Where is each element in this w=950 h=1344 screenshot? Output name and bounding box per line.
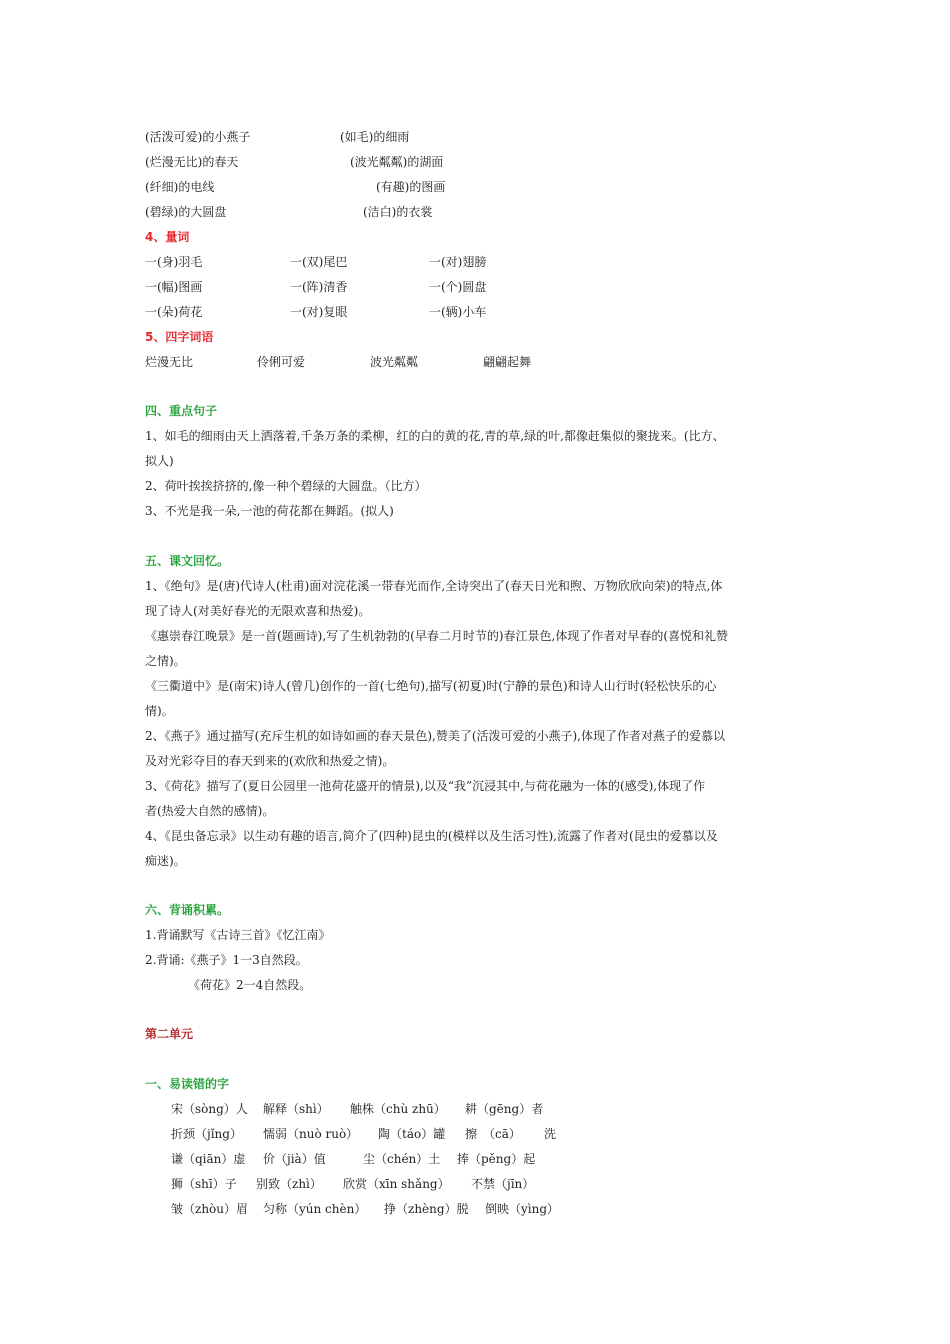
section-heading-measure-words: 4、量词 [145,230,190,244]
pinyin-item: 触株（chù zhū） [350,1102,446,1116]
measure-item: 一(幅)图画 [145,280,203,294]
pinyin-item: 价（jià）值 [263,1152,326,1166]
recall-line: 者(热爱大自然的感情)。 [145,804,275,818]
pinyin-item: 别致（zhì） [256,1177,322,1191]
pair-left: (纤细)的电线 [145,180,215,194]
measure-item: 一(身)羽毛 [145,255,203,269]
sentence-line: 1、如毛的细雨由天上洒落着,千条万条的柔柳，红的白的黄的花,青的草,绿的叶,都像赶集似的聚拢来。(比方、 [145,429,725,443]
pinyin-item: 捧（pěng）起 [457,1152,536,1166]
pinyin-item: 尘（chén）土 [363,1152,441,1166]
pair-right: (如毛)的细雨 [340,130,410,144]
pinyin-item: 洗 [544,1127,557,1141]
idiom-item: 伶俐可爱 [257,355,306,369]
measure-item: 一(辆)小车 [429,305,487,319]
pinyin-item: 不禁（jīn） [471,1177,535,1191]
pair-right: (洁白)的衣裳 [363,205,433,219]
recall-line: 及对光彩夺目的春天到来的(欢欣和热爱之情)。 [145,754,395,768]
pinyin-item: 擦 （cā） [465,1127,521,1141]
section-heading-idioms: 5、四字词语 [145,330,214,344]
section-heading-recitation: 六、背诵积累。 [145,903,230,917]
measure-item: 一(对)翅膀 [429,255,487,269]
pair-right: (有趣)的图画 [376,180,446,194]
measure-item: 一(双)尾巴 [290,255,348,269]
pinyin-item: 耕（gēng）者 [465,1102,544,1116]
pinyin-item: 匀称（yún chèn） [263,1202,367,1216]
pinyin-item: 折颈（jǐng） [171,1127,242,1141]
pinyin-item: 狮（shī）子 [171,1177,237,1191]
recall-line: 现了诗人(对美好春光的无限欢喜和热爱)。 [145,604,371,618]
sentence-line: 拟人) [145,454,174,468]
pinyin-item: 谦（qiān）虚 [171,1152,246,1166]
pinyin-item: 宋（sòng）人 [171,1102,248,1116]
pair-left: (碧绿)的大圆盘 [145,205,227,219]
recite-line: 《荷花》2一4自然段。 [188,978,312,992]
recall-line: 1、《绝句》是(唐)代诗人(杜甫)面对浣花溪一带春光而作,全诗突出了(春天日光和煦、万物欣欣向荣)的特点,体 [145,579,723,593]
section-heading-text-recall: 五、课文回忆。 [145,554,230,568]
recite-line: 2.背诵:《燕子》1一3自然段。 [145,953,308,967]
recall-line: 4、《昆虫备忘录》以生动有趣的语言,简介了(四种)昆虫的(模样以及生活习性),流露了作者对(昆虫的爱慕以及 [145,829,718,843]
measure-item: 一(对)复眼 [290,305,348,319]
pinyin-item: 解释（shì） [263,1102,329,1116]
pinyin-item: 懦弱（nuò ruò） [263,1127,359,1141]
sentence-line: 3、不光是我一朵,一池的荷花都在舞蹈。(拟人) [145,504,394,518]
recall-line: 《三衢道中》是(南宋)诗人(曾几)创作的一首(七绝句),描写(初夏)时(宁静的景色)和诗人山行时(轻松快乐的心 [145,679,717,693]
recall-line: 情)。 [145,704,174,718]
sentence-line: 2、荷叶挨挨挤挤的,像一种个碧绿的大圆盘。（比方） [145,479,427,493]
measure-item: 一(个)圆盘 [429,280,487,294]
unit-title: 第二单元 [145,1027,194,1041]
measure-item: 一(朵)荷花 [145,305,203,319]
idiom-item: 烂漫无比 [145,355,194,369]
recall-line: 《惠崇春江晚景》是一首(题画诗),写了生机勃勃的(早春二月时节的)春江景色,体现了作者对早春的(喜悦和礼赞 [145,629,729,643]
pinyin-item: 皱（zhòu）眉 [171,1202,249,1216]
pinyin-item: 欣赏（xīn shǎng） [343,1177,450,1191]
recall-line: 2、《燕子》通过描写(充斥生机的如诗如画的春天景色),赞美了(活泼可爱的小燕子),体现了作者对燕子的爱慕以 [145,729,725,743]
recite-line: 1.背诵默写《古诗三首》《忆江南》 [145,928,331,942]
section-heading-key-sentences: 四、重点句子 [145,404,218,418]
recall-line: 之情)。 [145,654,186,668]
recall-line: 3、《荷花》描写了(夏日公园里一池荷花盛开的情景),以及“我”沉浸其中,与荷花融为一体的(感受),体现了作 [145,779,706,793]
pinyin-item: 倒映（yìng） [485,1202,560,1216]
pair-right: (波光粼粼)的湖面 [350,155,444,169]
idiom-item: 翩翩起舞 [483,355,532,369]
idiom-item: 波光粼粼 [370,355,419,369]
pinyin-item: 挣（zhèng）脱 [384,1202,469,1216]
pinyin-item: 陶（táo）罐 [378,1127,446,1141]
measure-item: 一(阵)清香 [290,280,348,294]
recall-line: 痴迷)。 [145,854,186,868]
pair-left: (烂漫无比)的春天 [145,155,239,169]
section-heading-misread-characters: 一、易读错的字 [145,1077,230,1091]
pair-left: (活泼可爱)的小燕子 [145,130,251,144]
